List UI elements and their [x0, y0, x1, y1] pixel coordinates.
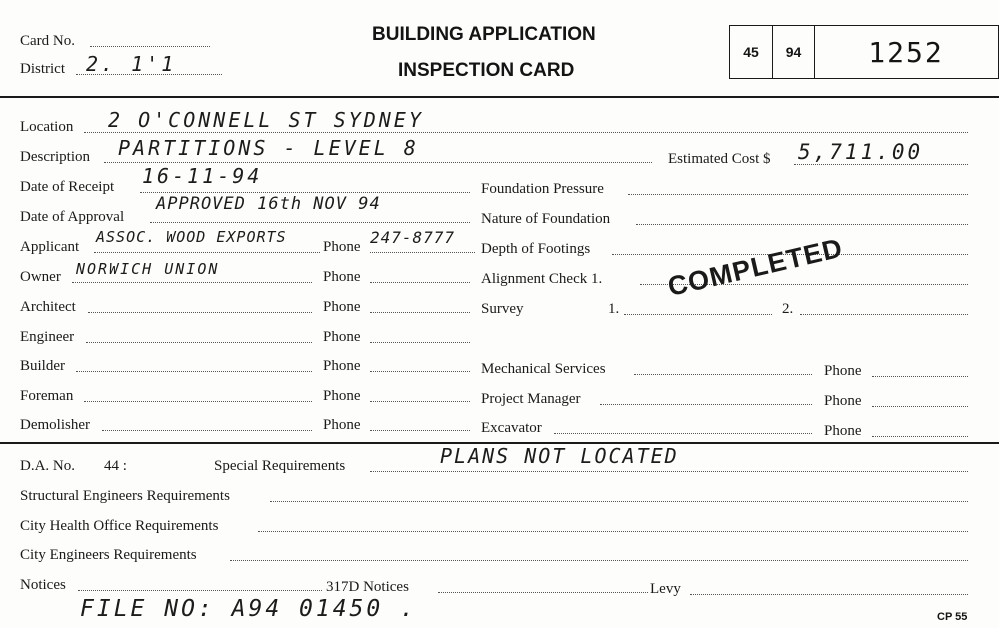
excavator-phone-label: Phone: [824, 423, 862, 439]
excavator-phone-dotted-line: [872, 436, 968, 437]
title-line-1: BUILDING APPLICATION: [372, 24, 596, 45]
estimated-cost-dotted-line: [794, 164, 968, 165]
reference-number-box: [729, 25, 999, 79]
levy-dotted-line: [690, 594, 968, 595]
special-requirements-dotted-line: [370, 471, 968, 472]
district-label: District: [20, 61, 65, 77]
notices-dotted-line: [78, 590, 322, 591]
date-of-receipt-label: Date of Receipt: [20, 179, 115, 195]
alignment-check-label: Alignment Check 1.: [481, 271, 603, 287]
engineer-dotted-line: [86, 342, 312, 343]
notices-label: Notices: [20, 577, 66, 593]
date-of-receipt-value: 16-11-94: [142, 164, 263, 188]
foreman-label: Foreman: [20, 388, 74, 404]
architect-label: Architect: [20, 299, 76, 315]
special-requirements-label: Special Requirements: [214, 458, 346, 474]
builder-phone-label: Phone: [323, 358, 361, 374]
applicant-phone-value: 247-8777: [370, 228, 456, 247]
architect-dotted-line: [88, 312, 312, 313]
owner-value: NORWICH UNION: [76, 260, 220, 278]
demolisher-dotted-line: [102, 430, 312, 431]
description-value: PARTITIONS - LEVEL 8: [118, 136, 419, 160]
location-dotted-line: [84, 132, 968, 133]
owner-phone-dotted-line: [370, 282, 470, 283]
engineer-phone-label: Phone: [323, 329, 361, 345]
owner-label: Owner: [20, 269, 61, 285]
estimated-cost-label: Estimated Cost $: [668, 151, 771, 167]
date-of-receipt-dotted-line: [140, 192, 470, 193]
owner-phone-label: Phone: [323, 269, 361, 285]
description-label: Description: [20, 149, 90, 165]
structural-engineers-label: Structural Engineers Requirements: [20, 488, 230, 504]
title-line-2: INSPECTION CARD: [398, 60, 575, 81]
foreman-dotted-line: [84, 401, 312, 402]
owner-dotted-line: [72, 282, 312, 283]
architect-phone-label: Phone: [323, 299, 361, 315]
depth-of-footings-label: Depth of Footings: [481, 241, 591, 257]
reference-number: 1252: [868, 35, 944, 69]
nature-of-foundation-dotted-line: [636, 224, 968, 225]
builder-label: Builder: [20, 358, 65, 374]
da-no-value: 44 :: [104, 458, 127, 474]
project-manager-dotted-line: [600, 404, 812, 405]
project-manager-phone-dotted-line: [872, 406, 968, 407]
reference-code-45: 45: [730, 26, 773, 78]
demolisher-phone-label: Phone: [323, 417, 361, 433]
mechanical-services-label: Mechanical Services: [481, 361, 606, 377]
city-engineers-dotted-line: [230, 560, 968, 561]
survey-2-dotted-line: [800, 314, 968, 315]
foreman-phone-label: Phone: [323, 388, 361, 404]
form-code: CP 55: [937, 611, 968, 623]
estimated-cost-value: 5,711.00: [798, 140, 924, 164]
city-health-label: City Health Office Requirements: [20, 518, 219, 534]
applicant-phone-label: Phone: [323, 239, 361, 255]
levy-label: Levy: [650, 581, 681, 597]
demolisher-label: Demolisher: [20, 417, 90, 433]
demolisher-phone-dotted-line: [370, 430, 470, 431]
date-of-approval-dotted-line: [150, 222, 470, 223]
completed-stamp: COMPLETED: [665, 232, 846, 303]
da-no-label: D.A. No.: [20, 458, 75, 474]
excavator-dotted-line: [554, 433, 812, 434]
mechanical-services-dotted-line: [634, 374, 812, 375]
survey-label: Survey: [481, 301, 524, 317]
description-dotted-line: [104, 162, 652, 163]
excavator-label: Excavator: [481, 420, 542, 436]
location-label: Location: [20, 119, 74, 135]
date-of-approval-label: Date of Approval: [20, 209, 125, 225]
applicant-value: ASSOC. WOOD EXPORTS: [96, 228, 287, 246]
city-engineers-label: City Engineers Requirements: [20, 547, 197, 563]
location-value: 2 O'CONNELL ST SYDNEY: [108, 108, 424, 132]
applicant-label: Applicant: [20, 239, 80, 255]
applicant-dotted-line: [94, 252, 320, 253]
file-number: FILE NO: A94 01450 .: [80, 596, 417, 622]
foreman-phone-dotted-line: [370, 401, 470, 402]
engineer-phone-dotted-line: [370, 342, 470, 343]
date-of-approval-value: APPROVED 16th NOV 94: [156, 194, 381, 214]
structural-engineers-dotted-line: [270, 501, 968, 502]
card-no-dotted-line: [90, 46, 210, 47]
project-manager-phone-label: Phone: [824, 393, 862, 409]
card-no-label: Card No.: [20, 33, 75, 49]
foundation-pressure-dotted-line: [628, 194, 968, 195]
survey-1-label: 1.: [608, 301, 620, 317]
notices-317d-label: 317D Notices: [326, 579, 409, 595]
notices-317d-dotted-line: [438, 592, 648, 593]
special-requirements-value: PLANS NOT LOCATED: [440, 444, 679, 468]
builder-dotted-line: [76, 371, 312, 372]
survey-1-dotted-line: [624, 314, 772, 315]
survey-2-label: 2.: [782, 301, 794, 317]
city-health-dotted-line: [258, 531, 968, 532]
project-manager-label: Project Manager: [481, 391, 581, 407]
district-value: 2. 1'1: [86, 52, 177, 76]
reference-code-94: 94: [773, 26, 815, 78]
engineer-label: Engineer: [20, 329, 75, 345]
mechanical-phone-dotted-line: [872, 376, 968, 377]
applicant-phone-dotted-line: [370, 252, 475, 253]
nature-of-foundation-label: Nature of Foundation: [481, 211, 611, 227]
header-divider: [0, 96, 999, 98]
builder-phone-dotted-line: [370, 371, 470, 372]
foundation-pressure-label: Foundation Pressure: [481, 181, 604, 197]
architect-phone-dotted-line: [370, 312, 470, 313]
mechanical-phone-label: Phone: [824, 363, 862, 379]
